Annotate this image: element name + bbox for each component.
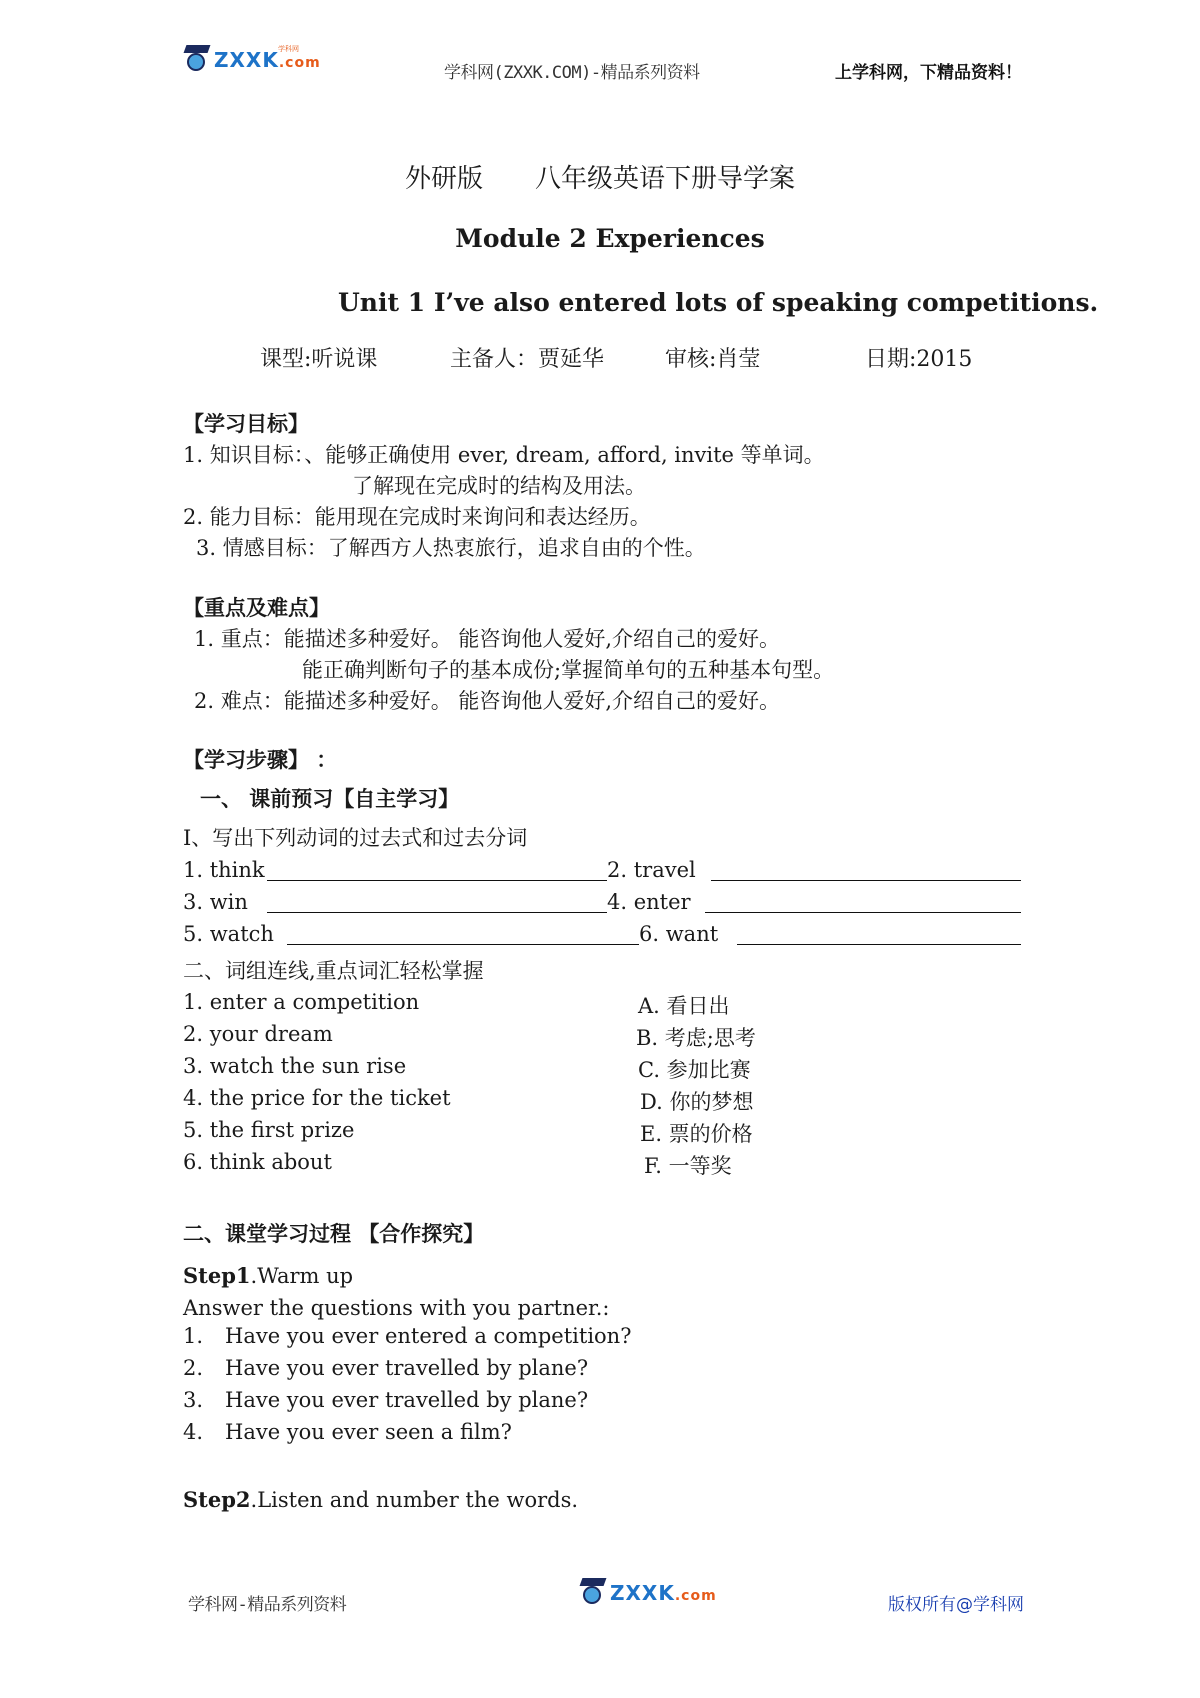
module-title: Module 2 Experiences — [455, 224, 765, 253]
phrase-item: 3. watch the sun rise — [183, 1054, 407, 1078]
objective-item: 了解现在完成时的结构及用法。 — [352, 474, 646, 498]
copyright-link[interactable]: 版权所有@学科网 — [888, 1595, 1024, 1615]
preview-heading: 一、 课前预习【自主学习】 — [200, 787, 460, 811]
keypoint-item: 能正确判断句子的基本成份;掌握简单句的五种基本句型。 — [302, 658, 835, 682]
answer-blank[interactable] — [267, 860, 607, 881]
question-number: 2. — [183, 1356, 204, 1380]
verb-label: 1. think — [183, 858, 265, 882]
verb-row — [183, 922, 719, 946]
phrase-item: 6. think about — [183, 1150, 332, 1174]
answer-blank[interactable] — [705, 892, 1021, 913]
lesson-type: 课型:听说课 — [260, 347, 378, 372]
step1-title: Step1.Warm up — [183, 1263, 354, 1288]
header-slogan: 上学科网，下精品资料！ — [835, 63, 1022, 83]
document-title-cn — [0, 158, 1200, 195]
verb-row — [183, 890, 691, 914]
header-center-text: 学科网(ZXXK.COM)-精品系列资料 — [444, 63, 700, 83]
logo-subtext: 学科网 — [278, 45, 299, 53]
grade-course-label: 八年级英语下册导学案 — [535, 164, 796, 194]
mascot-icon — [578, 1578, 608, 1608]
steps-heading: 【学习步骤】 ： — [183, 748, 338, 772]
objective-item: 2. 能力目标：能用现在完成时来询问和表达经历。 — [183, 505, 651, 529]
lesson-reviewer: 审核:肖莹 — [665, 347, 761, 372]
objective-item: 3. 情感目标：了解西方人热衷旅行，追求自由的个性。 — [196, 536, 706, 560]
answer-blank[interactable] — [711, 860, 1021, 881]
meaning-item: E. 票的价格 — [640, 1122, 753, 1146]
verb-label: 3. win — [183, 890, 248, 914]
zxxk-logo — [182, 40, 321, 80]
phrase-item: 4. the price for the ticket — [183, 1086, 451, 1110]
question-text: Have you ever travelled by plane? — [225, 1388, 589, 1412]
objectives-heading: 【学习目标】 — [183, 412, 309, 436]
phrase-item: 5. the first prize — [183, 1118, 355, 1142]
keypoints-heading: 【重点及难点】 — [183, 596, 330, 620]
lesson-preparer: 主备人：贾延华 — [450, 347, 605, 372]
phrase-item: 2. your dream — [183, 1022, 333, 1046]
question-number: 1. — [183, 1324, 204, 1348]
answer-blank[interactable] — [737, 924, 1021, 945]
classroom-heading: 二、课堂学习过程 【合作探究】 — [183, 1222, 485, 1246]
keypoint-item: 1. 重点：能描述多种爱好。 能咨询他人爱好,介绍自己的爱好。 — [194, 627, 781, 651]
page-header — [182, 40, 1022, 100]
meaning-item: A. 看日出 — [638, 994, 730, 1018]
publisher-label: 外研版 — [404, 164, 483, 194]
verb-row — [183, 858, 696, 882]
answer-blank[interactable] — [267, 892, 607, 913]
meaning-item: C. 参加比赛 — [638, 1058, 751, 1082]
answer-blank[interactable] — [287, 924, 639, 945]
question-number: 3. — [183, 1388, 204, 1412]
meaning-item: F. 一等奖 — [644, 1154, 732, 1178]
phrase-item: 1. enter a competition — [183, 990, 420, 1014]
verbs-heading: I、写出下列动词的过去式和过去分词 — [183, 826, 528, 850]
lesson-date: 日期:2015 — [865, 347, 973, 372]
keypoint-item: 2. 难点：能描述多种爱好。 能咨询他人爱好,介绍自己的爱好。 — [194, 689, 781, 713]
mascot-icon — [182, 45, 212, 75]
question-text: Have you ever travelled by plane? — [225, 1356, 589, 1380]
objective-item: 1. 知识目标：、能够正确使用 ever, dream, afford, invite 等单词。 — [183, 443, 825, 467]
verb-label: 2. travel — [607, 858, 696, 882]
verb-label: 6. want — [639, 922, 719, 946]
footer-left-text: 学科网-精品系列资料 — [188, 1595, 347, 1615]
step1-instruction: Answer the questions with you partner.: — [183, 1296, 610, 1320]
match-heading: 二、词组连线,重点词汇轻松掌握 — [183, 959, 484, 983]
verb-label: 5. watch — [183, 922, 274, 946]
unit-title: Unit 1 I’ve also entered lots of speaking competitions. — [338, 288, 1099, 317]
logo-text: ZXXK.com — [214, 48, 321, 72]
step2-title: Step2.Listen and number the words. — [183, 1487, 579, 1512]
question-text: Have you ever seen a film? — [225, 1420, 512, 1444]
footer-zxxk-logo: ZXXK.com — [578, 1578, 717, 1608]
meaning-item: D. 你的梦想 — [640, 1090, 754, 1114]
question-number: 4. — [183, 1420, 204, 1444]
meaning-item: B. 考虑;思考 — [636, 1026, 756, 1050]
verb-label: 4. enter — [607, 890, 691, 914]
page-footer — [188, 1578, 1024, 1628]
question-text: Have you ever entered a competition? — [225, 1324, 632, 1348]
